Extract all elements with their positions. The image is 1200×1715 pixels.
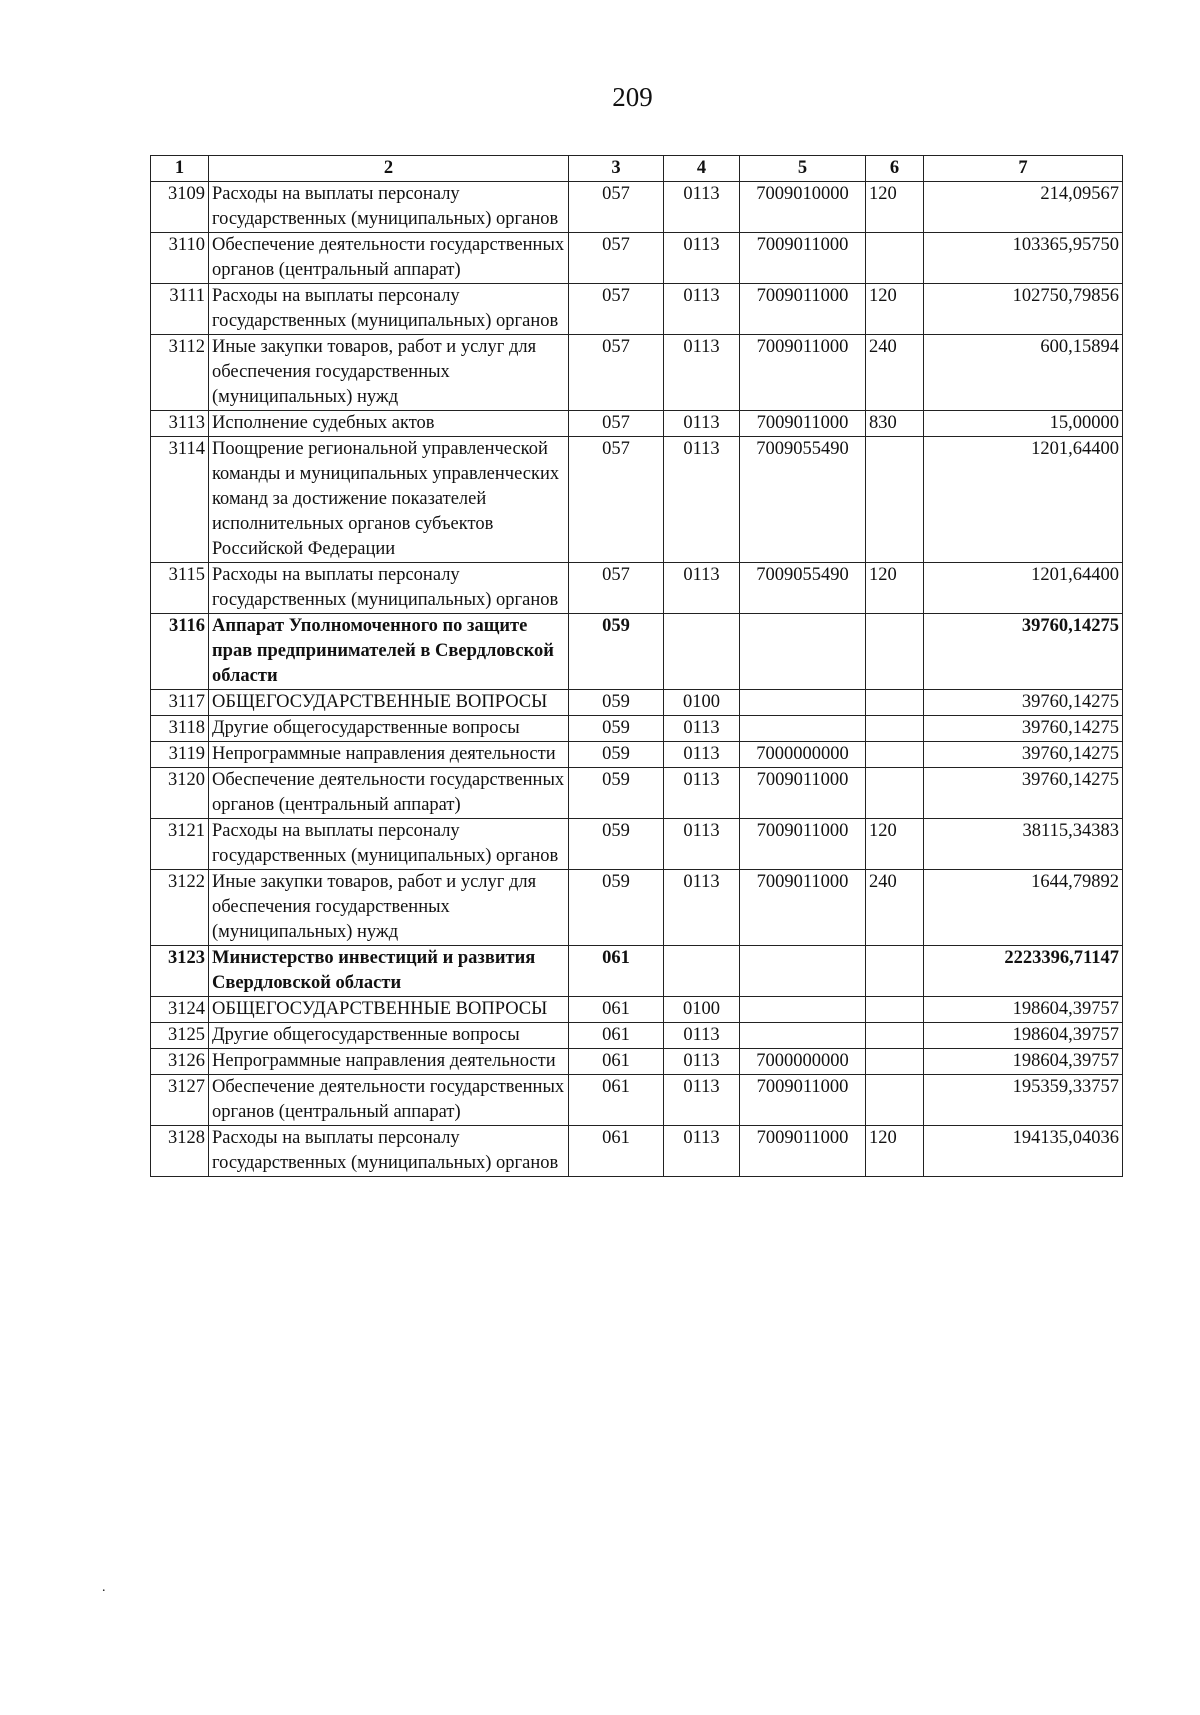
expense-type-cell: [866, 768, 924, 819]
amount-cell: 39760,14275: [924, 716, 1123, 742]
target-article-cell: 7009011000: [740, 1075, 866, 1126]
table-row: [151, 411, 1123, 437]
section-code-cell: 0113: [664, 1023, 740, 1049]
description-cell: Обеспечение деятельности государственных органов (центральный аппарат): [209, 233, 569, 284]
agency-code-cell: 057: [569, 284, 664, 335]
table-body: [151, 182, 1123, 1177]
description-cell: Министерство инвестиций и развития Свердловской области: [209, 946, 569, 997]
target-article-cell: [740, 614, 866, 690]
row-number-cell: 3126: [151, 1049, 209, 1075]
amount-cell: 38115,34383: [924, 819, 1123, 870]
description-cell: Непрограммные направления деятельности: [209, 742, 569, 768]
target-article-cell: 7000000000: [740, 1049, 866, 1075]
amount-cell: 103365,95750: [924, 233, 1123, 284]
header-col-5: 5: [740, 156, 866, 182]
row-number-cell: 3127: [151, 1075, 209, 1126]
description-cell: Другие общегосударственные вопросы: [209, 1023, 569, 1049]
table-row: [151, 1126, 1123, 1177]
expense-type-cell: [866, 690, 924, 716]
target-article-cell: [740, 1023, 866, 1049]
section-code-cell: 0113: [664, 716, 740, 742]
table-row: [151, 1075, 1123, 1126]
row-number-cell: 3116: [151, 614, 209, 690]
expense-type-cell: [866, 1075, 924, 1126]
description-cell: Иные закупки товаров, работ и услуг для обеспечения государственных (муниципальных) нужд: [209, 870, 569, 946]
expense-type-cell: 120: [866, 563, 924, 614]
expense-type-cell: [866, 233, 924, 284]
amount-cell: 39760,14275: [924, 690, 1123, 716]
expense-type-cell: [866, 614, 924, 690]
amount-cell: 195359,33757: [924, 1075, 1123, 1126]
description-cell: Расходы на выплаты персоналу государственных (муниципальных) органов: [209, 284, 569, 335]
agency-code-cell: 061: [569, 1049, 664, 1075]
amount-cell: 39760,14275: [924, 768, 1123, 819]
target-article-cell: 7009011000: [740, 870, 866, 946]
table-row: [151, 182, 1123, 233]
row-number-cell: 3119: [151, 742, 209, 768]
amount-cell: 194135,04036: [924, 1126, 1123, 1177]
description-cell: Расходы на выплаты персоналу государственных (муниципальных) органов: [209, 182, 569, 233]
row-number-cell: 3122: [151, 870, 209, 946]
section-code-cell: 0113: [664, 284, 740, 335]
target-article-cell: [740, 716, 866, 742]
amount-cell: 15,00000: [924, 411, 1123, 437]
table-row: [151, 997, 1123, 1023]
section-code-cell: 0113: [664, 819, 740, 870]
amount-cell: 1644,79892: [924, 870, 1123, 946]
section-code-cell: [664, 946, 740, 997]
row-number-cell: 3113: [151, 411, 209, 437]
table-row: [151, 742, 1123, 768]
target-article-cell: [740, 997, 866, 1023]
table-row: [151, 614, 1123, 690]
agency-code-cell: 061: [569, 997, 664, 1023]
target-article-cell: 7009011000: [740, 1126, 866, 1177]
amount-cell: 600,15894: [924, 335, 1123, 411]
amount-cell: 198604,39757: [924, 997, 1123, 1023]
section-code-cell: 0113: [664, 182, 740, 233]
agency-code-cell: 057: [569, 437, 664, 563]
row-number-cell: 3121: [151, 819, 209, 870]
expense-type-cell: 120: [866, 182, 924, 233]
section-code-cell: 0100: [664, 997, 740, 1023]
description-cell: Расходы на выплаты персоналу государственных (муниципальных) органов: [209, 1126, 569, 1177]
amount-cell: 1201,64400: [924, 563, 1123, 614]
agency-code-cell: 057: [569, 411, 664, 437]
expense-type-cell: 240: [866, 870, 924, 946]
section-code-cell: 0113: [664, 437, 740, 563]
description-cell: Обеспечение деятельности государственных органов (центральный аппарат): [209, 768, 569, 819]
row-number-cell: 3118: [151, 716, 209, 742]
description-cell: Расходы на выплаты персоналу государственных (муниципальных) органов: [209, 819, 569, 870]
section-code-cell: [664, 614, 740, 690]
target-article-cell: 7009011000: [740, 335, 866, 411]
agency-code-cell: 061: [569, 1023, 664, 1049]
table-row: [151, 690, 1123, 716]
row-number-cell: 3123: [151, 946, 209, 997]
target-article-cell: 7009011000: [740, 233, 866, 284]
section-code-cell: 0113: [664, 768, 740, 819]
table-row: [151, 716, 1123, 742]
row-number-cell: 3120: [151, 768, 209, 819]
description-cell: Поощрение региональной управленческой команды и муниципальных управленческих команд за достижение показателей исполнительных органов субъектов Российской Федерации: [209, 437, 569, 563]
expense-type-cell: 120: [866, 819, 924, 870]
description-cell: Обеспечение деятельности государственных органов (центральный аппарат): [209, 1075, 569, 1126]
agency-code-cell: 059: [569, 870, 664, 946]
section-code-cell: 0113: [664, 742, 740, 768]
description-cell: Иные закупки товаров, работ и услуг для обеспечения государственных (муниципальных) нужд: [209, 335, 569, 411]
section-code-cell: 0113: [664, 1126, 740, 1177]
description-cell: Исполнение судебных актов: [209, 411, 569, 437]
row-number-cell: 3115: [151, 563, 209, 614]
agency-code-cell: 059: [569, 742, 664, 768]
agency-code-cell: 061: [569, 1126, 664, 1177]
header-col-7: 7: [924, 156, 1123, 182]
table-row: [151, 284, 1123, 335]
target-article-cell: 7009011000: [740, 284, 866, 335]
agency-code-cell: 057: [569, 182, 664, 233]
description-cell: Другие общегосударственные вопросы: [209, 716, 569, 742]
row-number-cell: 3109: [151, 182, 209, 233]
row-number-cell: 3110: [151, 233, 209, 284]
table-row: [151, 1023, 1123, 1049]
agency-code-cell: 057: [569, 563, 664, 614]
expense-type-cell: [866, 716, 924, 742]
row-number-cell: 3128: [151, 1126, 209, 1177]
target-article-cell: 7009010000: [740, 182, 866, 233]
row-number-cell: 3114: [151, 437, 209, 563]
section-code-cell: 0113: [664, 563, 740, 614]
amount-cell: 198604,39757: [924, 1049, 1123, 1075]
row-number-cell: 3112: [151, 335, 209, 411]
amount-cell: 2223396,71147: [924, 946, 1123, 997]
table-row: [151, 563, 1123, 614]
agency-code-cell: 059: [569, 690, 664, 716]
amount-cell: 198604,39757: [924, 1023, 1123, 1049]
section-code-cell: 0113: [664, 1049, 740, 1075]
expense-type-cell: 830: [866, 411, 924, 437]
scan-mark: .: [102, 1580, 106, 1595]
amount-cell: 39760,14275: [924, 614, 1123, 690]
table-row: [151, 870, 1123, 946]
amount-cell: 39760,14275: [924, 742, 1123, 768]
target-article-cell: 7009011000: [740, 819, 866, 870]
target-article-cell: 7009055490: [740, 563, 866, 614]
expense-type-cell: 240: [866, 335, 924, 411]
expense-type-cell: 120: [866, 1126, 924, 1177]
agency-code-cell: 061: [569, 1075, 664, 1126]
table-row: [151, 819, 1123, 870]
description-cell: ОБЩЕГОСУДАРСТВЕННЫЕ ВОПРОСЫ: [209, 690, 569, 716]
agency-code-cell: 059: [569, 614, 664, 690]
expense-type-cell: [866, 437, 924, 563]
expense-type-cell: [866, 946, 924, 997]
agency-code-cell: 061: [569, 946, 664, 997]
table-row: [151, 233, 1123, 284]
description-cell: Непрограммные направления деятельности: [209, 1049, 569, 1075]
row-number-cell: 3125: [151, 1023, 209, 1049]
expense-type-cell: [866, 1023, 924, 1049]
target-article-cell: [740, 946, 866, 997]
target-article-cell: 7009055490: [740, 437, 866, 563]
row-number-cell: 3111: [151, 284, 209, 335]
description-cell: Расходы на выплаты персоналу государственных (муниципальных) органов: [209, 563, 569, 614]
amount-cell: 214,09567: [924, 182, 1123, 233]
budget-table: [150, 155, 1123, 1177]
agency-code-cell: 057: [569, 233, 664, 284]
target-article-cell: 7000000000: [740, 742, 866, 768]
target-article-cell: 7009011000: [740, 768, 866, 819]
header-col-3: 3: [569, 156, 664, 182]
section-code-cell: 0113: [664, 1075, 740, 1126]
agency-code-cell: 059: [569, 768, 664, 819]
header-col-4: 4: [664, 156, 740, 182]
agency-code-cell: 059: [569, 716, 664, 742]
header-col-2: 2: [209, 156, 569, 182]
agency-code-cell: 059: [569, 819, 664, 870]
target-article-cell: 7009011000: [740, 411, 866, 437]
amount-cell: 1201,64400: [924, 437, 1123, 563]
expense-type-cell: [866, 742, 924, 768]
section-code-cell: 0113: [664, 233, 740, 284]
section-code-cell: 0113: [664, 870, 740, 946]
table-row: [151, 335, 1123, 411]
amount-cell: 102750,79856: [924, 284, 1123, 335]
section-code-cell: 0100: [664, 690, 740, 716]
header-col-1: 1: [151, 156, 209, 182]
row-number-cell: 3124: [151, 997, 209, 1023]
table-row: [151, 1049, 1123, 1075]
table-row: [151, 437, 1123, 563]
header-row: [151, 156, 1123, 182]
description-cell: ОБЩЕГОСУДАРСТВЕННЫЕ ВОПРОСЫ: [209, 997, 569, 1023]
header-col-6: 6: [866, 156, 924, 182]
agency-code-cell: 057: [569, 335, 664, 411]
section-code-cell: 0113: [664, 411, 740, 437]
table-row: [151, 946, 1123, 997]
expense-type-cell: [866, 1049, 924, 1075]
section-code-cell: 0113: [664, 335, 740, 411]
row-number-cell: 3117: [151, 690, 209, 716]
page-number: 209: [612, 82, 653, 112]
target-article-cell: [740, 690, 866, 716]
table-row: [151, 768, 1123, 819]
description-cell: Аппарат Уполномоченного по защите прав предпринимателей в Свердловской области: [209, 614, 569, 690]
expense-type-cell: 120: [866, 284, 924, 335]
expense-type-cell: [866, 997, 924, 1023]
